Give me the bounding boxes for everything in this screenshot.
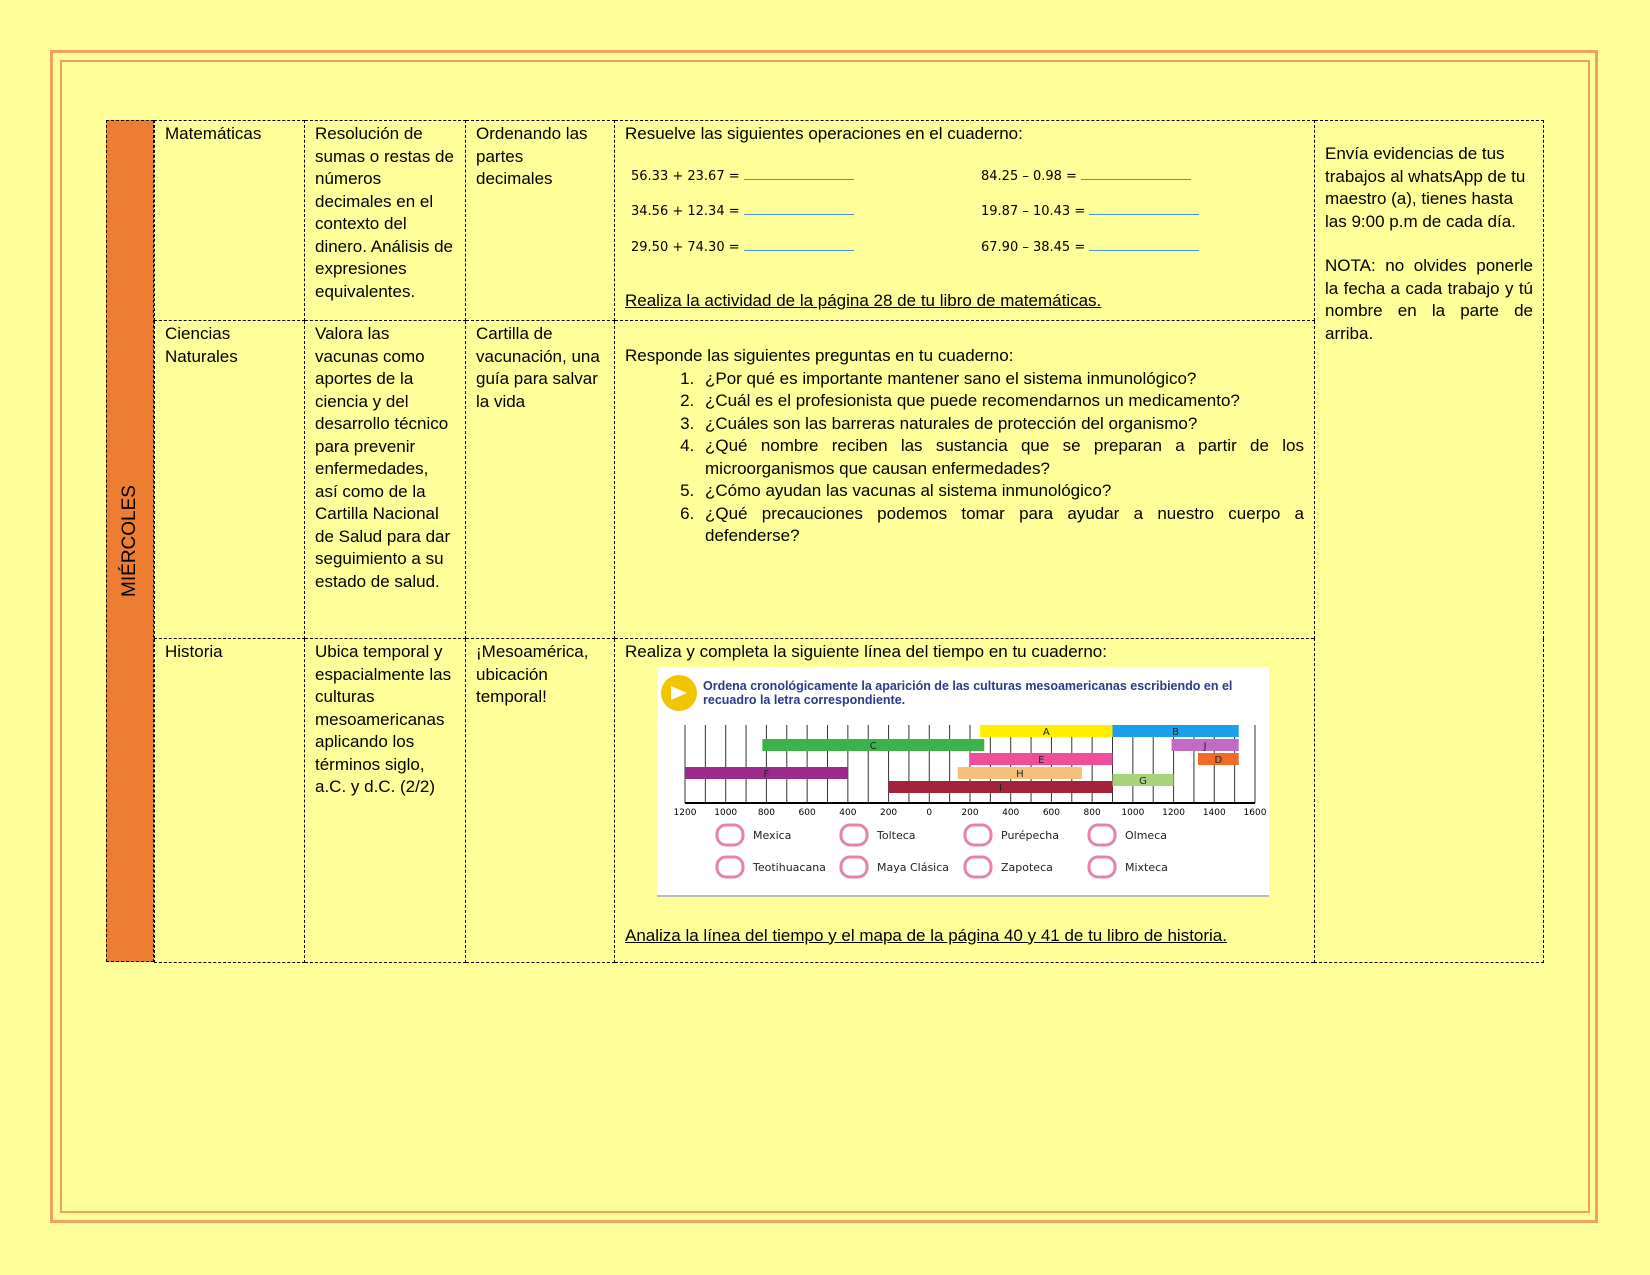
- day-label: MIÉRCOLES: [119, 485, 140, 597]
- answer-line: [744, 167, 854, 180]
- timeline-tick-label: 800: [757, 807, 776, 818]
- subject-cell: [155, 321, 305, 639]
- learning-cell: Resolución de sumas o restas de números decimales en el contexto del dinero. Análisis de expresiones equivalentes.: [305, 121, 466, 321]
- list-item: 1. ¿Por qué es importante mantener sano el sistema inmunológico?: [699, 368, 1304, 391]
- answer-line: [744, 202, 854, 215]
- subject-cell: [155, 639, 305, 963]
- option-checkbox: [717, 825, 743, 845]
- timeline-tick-label: 1000: [714, 807, 738, 818]
- timeline-bar-label: B: [1172, 726, 1180, 738]
- topic-cell: ¡Mesoamérica, ubicación temporal!: [466, 639, 615, 963]
- timeline-chart: [657, 667, 1269, 897]
- book-activity-link: Analiza la línea del tiempo y el mapa de la página 40 y 41 de tu libro de historia.: [625, 925, 1227, 945]
- timeline-bar-label: H: [1016, 768, 1024, 780]
- operation-item: [981, 237, 1281, 260]
- operation-item: [631, 201, 981, 224]
- timeline-bar-label: C: [869, 740, 877, 752]
- learning-cell: Ubica temporal y espacialmente las culturas mesoamericanas aplicando los términos siglo, a.C. y d.C. (2/2): [305, 639, 466, 963]
- operation-text: 67.90 – 38.45 =: [981, 239, 1086, 255]
- option-checkbox: [1089, 857, 1115, 877]
- option-checkbox: [1089, 825, 1115, 845]
- topic-cell: Ordenando las partes decimales: [466, 121, 615, 321]
- timeline-tick-label: 800: [1083, 807, 1101, 818]
- option-checkbox: [841, 825, 867, 845]
- timeline-tick-label: 600: [1042, 807, 1061, 818]
- list-item: 5. ¿Cómo ayudan las vacunas al sistema inmunológico?: [699, 480, 1304, 503]
- book-activity-link: Realiza la actividad de la página 28 de tu libro de matemáticas.: [625, 291, 1102, 310]
- operation-text: 34.56 + 12.34 =: [631, 204, 740, 219]
- timeline-bar-label: D: [1214, 754, 1223, 766]
- option-checkbox: [841, 857, 867, 877]
- answer-line: [1089, 202, 1199, 215]
- option-checkbox: [717, 857, 743, 877]
- timeline-tick-label: 1000: [1121, 807, 1145, 818]
- option-label: Maya Clásica: [877, 860, 950, 874]
- list-item: 2. ¿Cuál es el profesionista que puede recomendarnos un medicamento?: [699, 390, 1304, 413]
- operation-item: [631, 166, 981, 189]
- evidence-text: Envía evidencias de tus trabajos al whatsApp de tu maestro (a), tienes hasta las 9:00 p.m de cada día.: [1325, 144, 1526, 231]
- timeline-bar-label: F: [763, 768, 770, 780]
- table-row-matematicas: [155, 121, 1544, 321]
- operation-text: 19.87 – 10.43 =: [981, 204, 1086, 219]
- subject-cell: [155, 121, 305, 321]
- timeline-tick-label: 1200: [1162, 807, 1186, 818]
- lesson-plan-table: [154, 120, 1544, 963]
- timeline-bar-label: G: [1139, 775, 1147, 787]
- subject-label: Ciencias Naturales: [165, 324, 238, 366]
- activity-cell: [615, 639, 1315, 963]
- subject-label: Historia: [165, 642, 223, 661]
- learning-cell: Valora las vacunas como aportes de la ciencia y del desarrollo técnico para prevenir enfermedades, así como de la Cartilla Nacional de Salud para dar seguimiento a su estado de salud.: [305, 321, 466, 639]
- option-label: Mixteca: [1125, 860, 1168, 874]
- timeline-tick-label: 1400: [1202, 807, 1226, 818]
- answer-line: [744, 238, 854, 251]
- option-label: Purépecha: [1001, 828, 1059, 842]
- list-item: 3. ¿Cuáles son las barreras naturales de protección del organismo?: [699, 413, 1304, 436]
- list-item: 4. ¿Qué nombre reciben las sustancia que se preparan a partir de los microorganismos que causan enfermedades?: [699, 435, 1304, 480]
- list-item: 6. ¿Qué precauciones podemos tomar para ayudar a nuestro cuerpo a defenderse?: [699, 503, 1304, 548]
- timeline-tick-label: 600: [798, 807, 816, 818]
- timeline-figure: [657, 667, 1269, 897]
- timeline-tick-label: 400: [1002, 807, 1020, 818]
- day-column: [106, 120, 154, 962]
- timeline-tick-label: 1200: [673, 807, 697, 818]
- nota-text: NOTA: no olvides ponerle la fecha a cada trabajo y tú nombre en la parte de arriba.: [1325, 256, 1533, 343]
- timeline-bar-label: A: [1042, 726, 1050, 738]
- timeline-tick-label: 200: [879, 807, 898, 818]
- option-label: Zapoteca: [1001, 860, 1053, 874]
- topic-cell: Cartilla de vacunación, una guía para salvar la vida: [466, 321, 615, 639]
- instruction-text: Responde las siguientes preguntas en tu cuaderno:: [625, 346, 1014, 365]
- operation-item: [981, 166, 1281, 189]
- activity-cell: [615, 321, 1315, 639]
- questions-list: [625, 368, 1304, 548]
- instruction-text: Resuelve las siguientes operaciones en el cuaderno:: [625, 124, 1023, 143]
- operation-item: [631, 237, 981, 260]
- subject-label: Matemáticas: [165, 124, 262, 143]
- option-checkbox: [965, 825, 991, 845]
- instruction-text: Realiza y completa la siguiente línea del tiempo en tu cuaderno:: [625, 642, 1107, 661]
- timeline-bar-label: I: [999, 782, 1003, 794]
- timeline-tick-label: 400: [839, 807, 857, 818]
- operation-text: 56.33 + 23.67 =: [631, 168, 740, 184]
- operation-text: 29.50 + 74.30 =: [631, 239, 740, 255]
- timeline-bar-label: J: [1203, 740, 1207, 752]
- timeline-title: Ordena cronológicamente la aparición de las culturas mesoamericanas escribiendo en el recuadro la letra correspondiente.: [703, 678, 1233, 707]
- option-label: Tolteca: [877, 828, 916, 842]
- timeline-tick-label: 0: [926, 807, 933, 818]
- option-checkbox: [965, 857, 991, 877]
- evidence-cell: [1315, 121, 1544, 963]
- operations-grid: [631, 166, 1304, 260]
- option-label: Mexica: [753, 828, 792, 842]
- option-label: Olmeca: [1125, 828, 1167, 842]
- option-label: Teotihuacana: [753, 860, 826, 874]
- answer-line: [1089, 238, 1199, 251]
- timeline-bar-label: E: [1038, 754, 1045, 766]
- answer-line: [1081, 167, 1191, 180]
- timeline-tick-label: 200: [961, 807, 979, 818]
- operation-text: 84.25 – 0.98 =: [981, 168, 1077, 184]
- timeline-tick-label: 1600: [1243, 807, 1267, 818]
- operation-item: [981, 201, 1281, 224]
- activity-cell: [615, 121, 1315, 321]
